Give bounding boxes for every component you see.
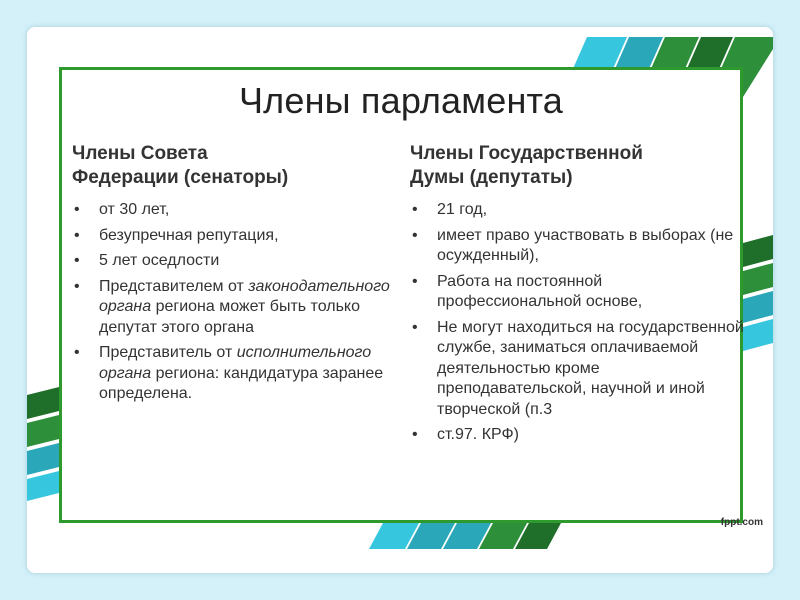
bullet-icon: • [74, 201, 80, 218]
senators-heading [72, 142, 402, 190]
bullet-icon: • [74, 277, 80, 295]
list-item-text: 5 лет оседлости [99, 252, 220, 269]
list-item [72, 277, 402, 339]
deputies-list [410, 200, 745, 446]
right-stripes [743, 235, 773, 351]
bullet-icon: • [74, 344, 80, 361]
list-item-text: от 30 лет, [99, 201, 170, 218]
bottom-stripes [369, 523, 561, 549]
list-item [410, 226, 745, 267]
bullet-icon: • [412, 272, 418, 290]
bullet-icon: • [74, 252, 80, 269]
list-item-text: 21 год, [437, 201, 488, 218]
list-item-italic: законодательного органа [99, 277, 390, 315]
deputies-heading-line2: Думы (депутаты) [410, 167, 573, 188]
list-item [72, 251, 402, 272]
list-item [410, 272, 745, 313]
senators-heading-line1: Члены Совета [72, 143, 208, 164]
list-item [72, 226, 402, 247]
list-item [410, 425, 745, 446]
footer-logo: fppt.com [720, 517, 763, 528]
list-item-text: ст.97. КРФ) [437, 426, 519, 443]
deputies-heading [410, 142, 745, 190]
list-item-text: Не могут находиться на государственной службе, заниматься оплачиваемой деятельностью кроме преподавательской, научной и иной творческой (п.3 [437, 318, 744, 418]
bullet-icon: • [74, 226, 80, 244]
deputies-heading-line1: Члены Государственной [410, 143, 643, 164]
content-frame [59, 67, 743, 523]
list-item [410, 318, 745, 421]
list-item-text: Представитель от [99, 344, 233, 361]
bullet-icon: • [412, 426, 418, 443]
list-item-italic: исполнительного органа [99, 344, 372, 382]
list-item-text: Представителем от [99, 277, 244, 295]
slide-title: Члены парламента [238, 80, 564, 121]
senators-heading-line2: Федерации (сенаторы) [72, 167, 289, 188]
list-item-text: региона может быть только депутат этого органа [99, 298, 360, 336]
bullet-icon: • [412, 226, 418, 244]
list-item-text: региона: кандидатура заранее определена. [99, 364, 384, 402]
left-stripes [27, 387, 59, 501]
list-item [72, 200, 402, 221]
deputies-column [410, 142, 745, 451]
slide [27, 27, 773, 573]
senators-list [72, 200, 402, 405]
senators-column [72, 142, 402, 410]
list-item-text: имеет право участвовать в выборах (не осужденный), [437, 226, 734, 264]
list-item [410, 200, 745, 221]
list-item-text: Работа на постоянной профессиональной основе, [437, 272, 643, 310]
list-item-text: безупречная репутация, [99, 226, 279, 244]
bullet-icon: • [412, 318, 418, 336]
bullet-icon: • [412, 201, 418, 218]
list-item [72, 343, 402, 405]
